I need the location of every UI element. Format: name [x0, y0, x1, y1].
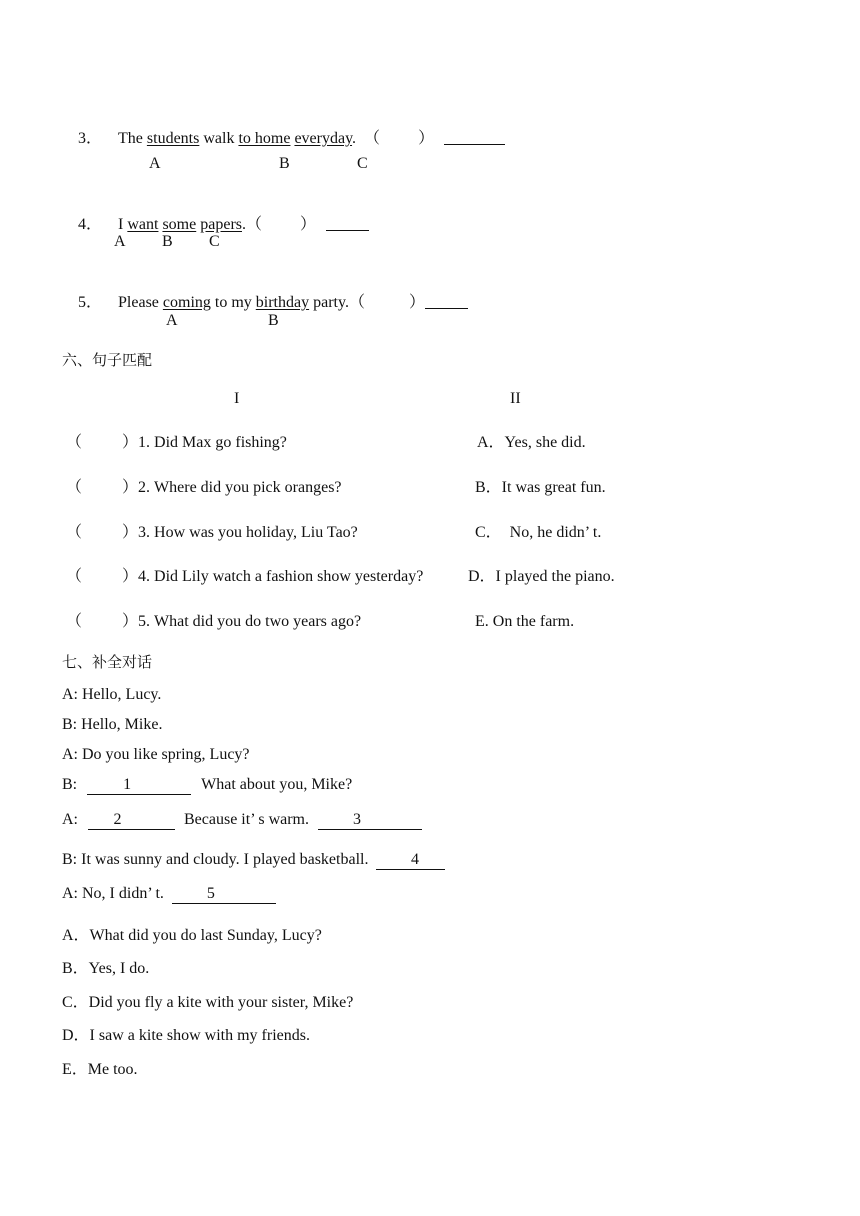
- option-b: B．Yes, I do.: [62, 960, 150, 977]
- dialogue-line: A: Do you like spring, Lucy?: [62, 746, 250, 763]
- sentence-part: Please: [118, 294, 163, 311]
- matching-heading: 六、句子匹配: [62, 351, 153, 369]
- match-question-text: 1. Did Max go fishing?: [138, 434, 287, 451]
- letter-a: A: [114, 233, 126, 250]
- option-a: A．What did you do last Sunday, Lucy?: [62, 927, 322, 944]
- sentence-part: .（: [242, 216, 263, 233]
- letter-b: B: [162, 233, 173, 250]
- dialogue-line-blank-5: [62, 885, 276, 904]
- answer-blank[interactable]: [425, 294, 468, 309]
- answer-blank[interactable]: [444, 130, 505, 145]
- sentence-part: . （: [352, 130, 381, 147]
- option-d: D．I saw a kite show with my friends.: [62, 1027, 310, 1044]
- letter-c: C: [357, 155, 368, 172]
- letter-b: B: [268, 312, 279, 329]
- question-number: 3．: [78, 130, 103, 147]
- paren-close: ）: [418, 130, 435, 147]
- sentence-part: walk: [199, 130, 239, 147]
- dialogue-line: A: Hello, Lucy.: [62, 686, 162, 703]
- match-question-5: [66, 613, 361, 631]
- dialogue-text: B: It was sunny and cloudy. I played basketball.: [62, 851, 369, 868]
- paren-close: ）: [300, 216, 317, 233]
- underlined-word-b: to home: [238, 130, 291, 147]
- underlined-word-c: papers: [200, 216, 242, 233]
- answer-paren[interactable]: （ ）: [66, 613, 139, 630]
- dialogue-blank-2[interactable]: 2: [88, 811, 175, 830]
- match-answer-b: B．It was great fun.: [475, 479, 606, 496]
- dialogue-line-blank-1: [62, 776, 352, 795]
- match-question-text: 2. Where did you pick oranges?: [138, 479, 342, 496]
- letter-a: A: [166, 312, 178, 329]
- underlined-word-a: want: [127, 216, 159, 233]
- column-ii-label: II: [510, 390, 521, 407]
- match-answer-d: D．I played the piano.: [468, 568, 615, 585]
- answer-paren[interactable]: （ ）: [66, 524, 139, 541]
- underlined-word-a: students: [146, 130, 200, 147]
- dialogue-blank-4[interactable]: 4: [376, 851, 445, 870]
- underlined-word-c: everyday: [294, 130, 353, 147]
- question-number: 4．: [78, 216, 103, 233]
- match-answer-e: E. On the farm.: [475, 613, 575, 630]
- dialogue-line-blank-4: [62, 851, 445, 870]
- answer-paren[interactable]: （ ）: [66, 479, 139, 496]
- option-e: E．Me too.: [62, 1061, 138, 1078]
- sentence-part: to my: [210, 294, 256, 311]
- answer-paren[interactable]: （ ）: [66, 434, 139, 451]
- answer-paren[interactable]: （ ）: [66, 568, 139, 585]
- match-question-2: [66, 479, 342, 497]
- match-answer-a: A．Yes, she did.: [477, 434, 586, 451]
- match-question-4: [66, 568, 423, 586]
- question-5: [62, 274, 468, 330]
- option-c: C．Did you fly a kite with your sister, Mike?: [62, 994, 354, 1011]
- dialogue-blank-3[interactable]: 3: [318, 811, 422, 830]
- question-number: 5．: [78, 294, 103, 311]
- letter-c: C: [209, 233, 220, 250]
- match-question-text: 5. What did you do two years ago?: [138, 613, 362, 630]
- match-question-text: 4. Did Lily watch a fashion show yesterday?: [138, 568, 424, 585]
- underlined-word-a: coming: [162, 294, 211, 311]
- letter-b: B: [279, 155, 290, 172]
- dialogue-heading: 七、补全对话: [62, 653, 153, 671]
- underlined-word-b: some: [162, 216, 197, 233]
- match-question-text: 3. How was you holiday, Liu Tao?: [138, 524, 358, 541]
- letter-a: A: [149, 155, 161, 172]
- dialogue-text: A: No, I didn’ t.: [62, 885, 164, 902]
- dialogue-text: Because it’ s warm.: [184, 811, 309, 828]
- speaker-label: B:: [62, 776, 78, 793]
- match-question-3: [66, 524, 358, 542]
- paren-close: ）: [408, 294, 425, 311]
- sentence-part: I: [118, 216, 128, 233]
- column-i-label: I: [234, 390, 240, 407]
- match-answer-c: C． No, he didn’ t.: [475, 524, 602, 541]
- dialogue-line-blank-2-3: [62, 811, 422, 830]
- answer-blank[interactable]: [326, 216, 369, 231]
- dialogue-line: B: Hello, Mike.: [62, 716, 163, 733]
- sentence-part: party.（: [309, 294, 365, 311]
- match-question-1: [66, 434, 287, 452]
- underlined-word-b: birthday: [255, 294, 310, 311]
- speaker-label: A:: [62, 811, 78, 828]
- sentence-part: The: [118, 130, 147, 147]
- dialogue-text: What about you, Mike?: [201, 776, 353, 793]
- dialogue-blank-5[interactable]: 5: [172, 885, 276, 904]
- dialogue-blank-1[interactable]: 1: [87, 776, 191, 795]
